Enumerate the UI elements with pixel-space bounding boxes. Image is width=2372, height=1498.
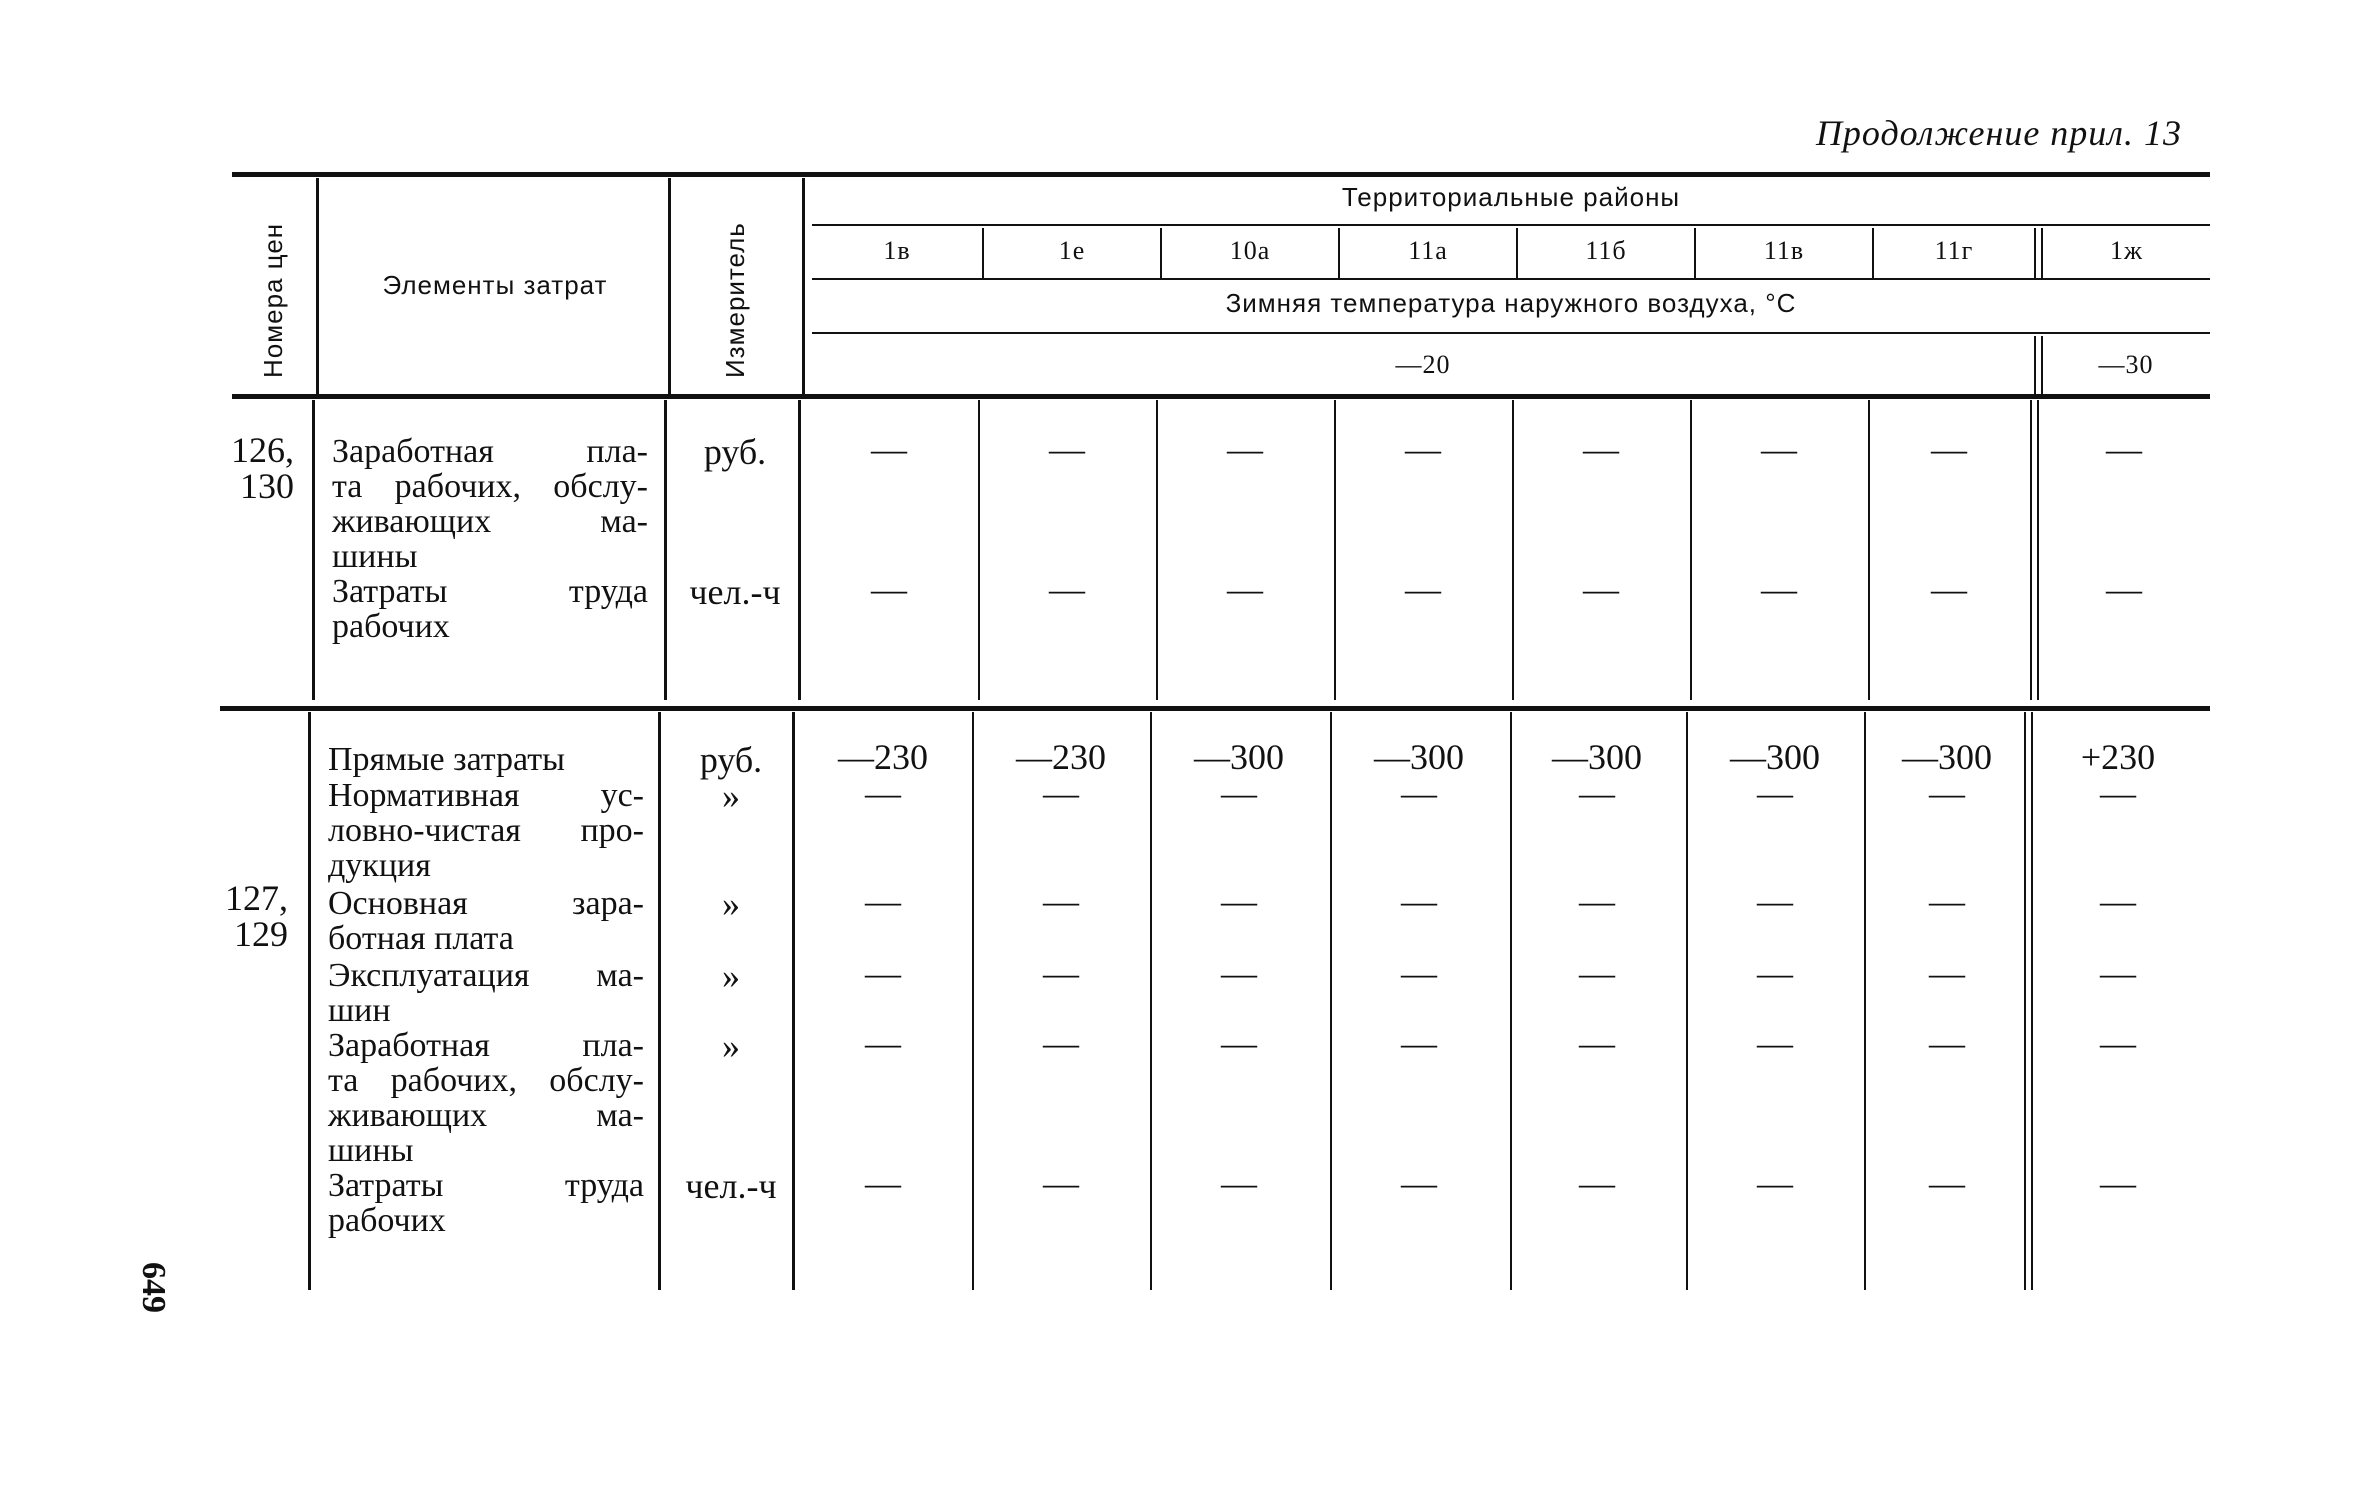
value-cell: — [1043, 881, 1079, 921]
value-cell: — [871, 569, 907, 609]
value-cell: — [1043, 1023, 1079, 1063]
value-cell: — [1929, 953, 1965, 993]
header-winter-temperature: Зимняя температура наружного воздуха, °С [1225, 288, 1797, 318]
cost-element-line: Основная зара- [328, 885, 644, 922]
page-number: 649 [135, 1262, 172, 1313]
unit-cell: » [722, 956, 740, 996]
value-cell: — [865, 1023, 901, 1063]
cost-element-line: рабочих [332, 608, 450, 645]
regions-bottom-rule [812, 278, 2210, 280]
value-cell: — [1221, 881, 1257, 921]
value-cell: — [2100, 881, 2136, 921]
col-sep-numbers [316, 178, 319, 394]
cost-element-line: живающих ма- [328, 1097, 644, 1134]
value-cell: — [1579, 773, 1615, 813]
value-cell: — [1579, 1023, 1615, 1063]
value-cell: — [1929, 1023, 1965, 1063]
page-caption: Продолжение прил. 13 [1815, 113, 2182, 153]
region-header-cell: 11г [1934, 236, 1974, 265]
value-cell: — [1049, 569, 1085, 609]
value-cell: — [1757, 953, 1793, 993]
temperature-rule [812, 332, 2210, 334]
value-cell: — [1929, 773, 1965, 813]
region-header-cell: 10а [1229, 236, 1271, 265]
cost-element-line: ловно-чистая про- [328, 812, 644, 849]
cost-element-line: шины [328, 1132, 414, 1169]
cost-element-line: Затраты труда [328, 1167, 644, 1204]
price-number: 127, [225, 878, 288, 918]
value-cell: — [1221, 1023, 1257, 1063]
header-territorial-regions: Территориальные районы [1341, 182, 1681, 212]
value-cell: — [2100, 1023, 2136, 1063]
value-cell: — [1757, 1023, 1793, 1063]
value-cell: — [1401, 1023, 1437, 1063]
value-cell: — [1401, 773, 1437, 813]
cost-element-line: Прямые затраты [328, 741, 565, 778]
value-cell: — [865, 881, 901, 921]
cost-element-line: Заработная пла- [332, 433, 648, 470]
cost-element-line: та рабочих, обслу- [332, 468, 648, 505]
value-cell: — [1757, 1163, 1793, 1203]
unit-cell: руб. [699, 740, 763, 780]
body-col-sep [664, 400, 667, 700]
body-col-sep [658, 712, 661, 1290]
region-header-cell: 11б [1585, 236, 1627, 265]
value-cell: — [1579, 953, 1615, 993]
header-temp-group-2: —30 [2098, 350, 2154, 379]
value-cell: — [1221, 773, 1257, 813]
header-bottom-rule [232, 394, 2210, 399]
value-cell: — [2106, 429, 2142, 469]
cost-element-cell [328, 958, 644, 1028]
value-cell: — [865, 1163, 901, 1203]
cost-element-line: Затраты труда [332, 573, 648, 610]
cost-element-cell [328, 1028, 644, 1168]
value-cell: —300 [1374, 737, 1464, 777]
region-sep [2034, 228, 2036, 278]
value-cell: +230 [2080, 737, 2156, 777]
unit-cell: » [722, 884, 740, 924]
value-cell: — [1049, 429, 1085, 469]
header-elements: Элементы затрат [382, 270, 608, 300]
header-price-numbers: Номера цен [258, 222, 288, 378]
region-header-cell: 11в [1763, 236, 1805, 265]
cost-element-cell [328, 742, 644, 777]
price-number: 130 [240, 466, 294, 506]
value-cell: — [2106, 569, 2142, 609]
cost-element-cell [328, 1168, 644, 1238]
cost-element-line: Заработная пла- [328, 1027, 644, 1064]
value-cell: — [1401, 1163, 1437, 1203]
value-cell: — [2100, 953, 2136, 993]
value-cell: — [865, 953, 901, 993]
value-cell: —300 [1902, 737, 1992, 777]
region-header-cell: 1в [883, 236, 911, 265]
value-cell: — [1043, 953, 1079, 993]
unit-cell: чел.-ч [685, 1166, 777, 1206]
value-cell: — [2100, 1163, 2136, 1203]
cost-element-line: Нормативная ус- [328, 777, 644, 814]
regions-rule [812, 224, 2210, 226]
unit-cell: » [722, 1026, 740, 1066]
body-col-sep [308, 712, 311, 1290]
cost-element-line: живающих ма- [332, 503, 648, 540]
unit-cell: чел.-ч [689, 572, 781, 612]
value-cell: — [1579, 881, 1615, 921]
value-cell: — [1221, 953, 1257, 993]
col-sep-unit [802, 178, 805, 394]
value-cell: — [1401, 881, 1437, 921]
value-cell: — [1227, 429, 1263, 469]
value-cell: — [1043, 1163, 1079, 1203]
region-header-cell: 11а [1408, 236, 1448, 265]
value-cell: — [1405, 569, 1441, 609]
value-cell: — [1931, 569, 1967, 609]
value-cell: — [1401, 953, 1437, 993]
price-number: 126, [231, 430, 294, 470]
header-unit: Измеритель [720, 222, 750, 378]
cost-element-line: шин [328, 992, 391, 1029]
value-cell: — [1761, 569, 1797, 609]
value-cell: — [1221, 1163, 1257, 1203]
value-cell: —300 [1730, 737, 1820, 777]
value-cell: — [1929, 881, 1965, 921]
value-cell: —230 [838, 737, 928, 777]
unit-cell: » [722, 776, 740, 816]
cost-element-line: дукция [328, 847, 431, 884]
body-col-sep [312, 400, 315, 700]
value-cell: — [1757, 881, 1793, 921]
value-cell: — [2100, 773, 2136, 813]
value-cell: — [1583, 429, 1619, 469]
value-cell: — [1929, 1163, 1965, 1203]
col-sep-elements [668, 178, 671, 394]
cost-element-line: рабочих [328, 1202, 446, 1239]
table-top-rule [232, 172, 2210, 177]
cost-element-cell [332, 434, 648, 574]
unit-cell: руб. [703, 432, 767, 472]
cost-element-line: ботная плата [328, 920, 514, 957]
value-cell: — [1043, 773, 1079, 813]
value-cell: — [865, 773, 901, 813]
value-cell: — [1405, 429, 1441, 469]
region-header-cell: 1ж [2110, 236, 2143, 265]
cost-element-cell [328, 886, 644, 956]
value-cell: — [871, 429, 907, 469]
cost-element-line: Эксплуатация ма- [328, 957, 644, 994]
cost-element-line: шины [332, 538, 418, 575]
value-cell: — [1761, 429, 1797, 469]
value-cell: — [1227, 569, 1263, 609]
price-number: 129 [234, 914, 288, 954]
group-separator-rule [220, 706, 2210, 711]
region-header-cell: 1е [1058, 236, 1086, 265]
value-cell: — [1579, 1163, 1615, 1203]
value-cell: —300 [1194, 737, 1284, 777]
header-temp-group-1: —20 [1395, 350, 1451, 379]
value-cell: —300 [1552, 737, 1642, 777]
cost-element-cell [332, 574, 648, 644]
cost-element-cell [328, 778, 644, 883]
value-cell: — [1757, 773, 1793, 813]
cost-element-line: та рабочих, обслу- [328, 1062, 644, 1099]
value-cell: — [1583, 569, 1619, 609]
temp-group-sep [2034, 336, 2036, 394]
value-cell: —230 [1016, 737, 1106, 777]
value-cell: — [1931, 429, 1967, 469]
